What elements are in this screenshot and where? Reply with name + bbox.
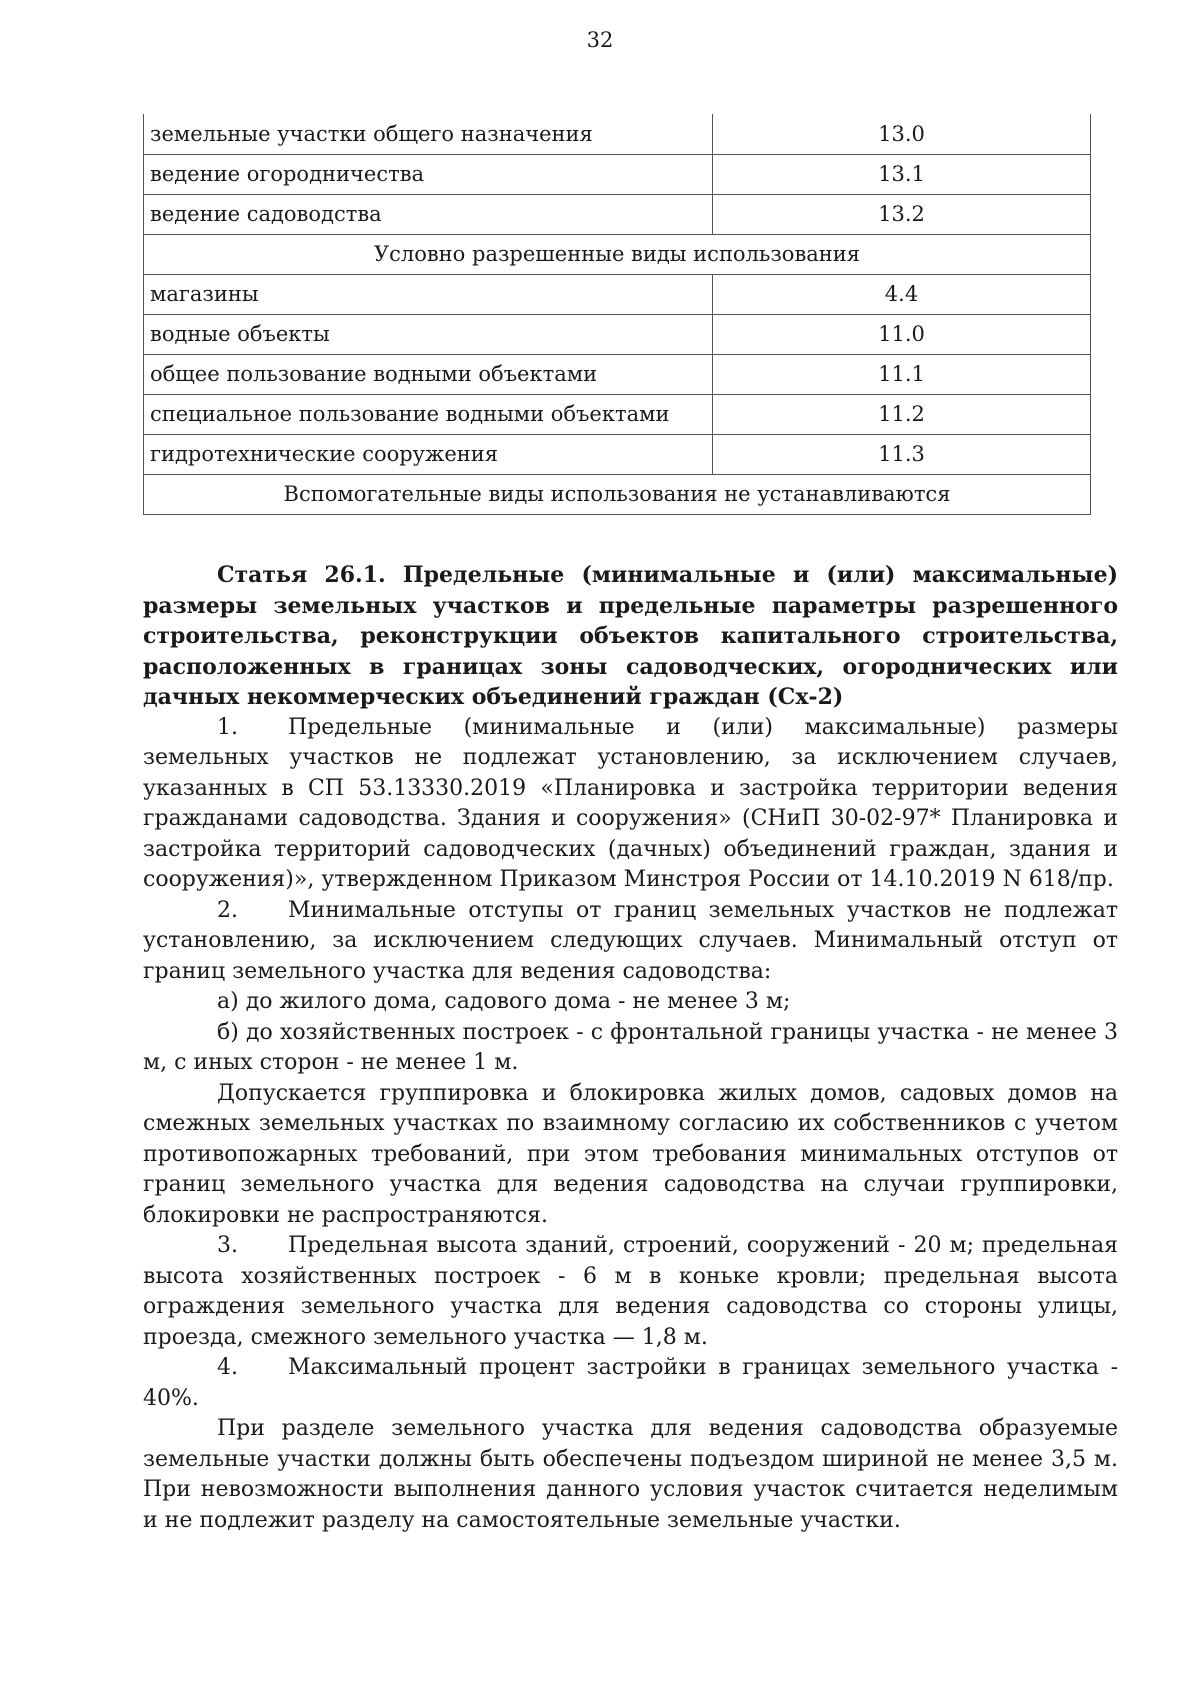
- use-code-cell: 11.2: [713, 394, 1091, 434]
- use-code-cell: 11.0: [713, 314, 1091, 354]
- article-heading: Статья 26.1. Предельные (минимальные и (или) максимальные) размеры земельных участков и предельные параметры разрешенного строительства, реконструкции объектов капитального строительства, расположенных в границах зоны садоводческих, огороднических или дачных некоммерческих объединений граждан (Сх-2): [143, 562, 1118, 710]
- table-row: [144, 114, 1091, 154]
- use-name-cell: магазины: [144, 274, 713, 314]
- paragraph-division: При разделе земельного участка для ведения садоводства образуемые земельные участки должны быть обеспечены подъездом шириной не менее 3,5 м. При невозможности выполнения данного условия участок считается неделимым и не подлежит разделу на самостоятельные земельные участки.: [143, 1416, 1118, 1533]
- article-item-4: [143, 1353, 1118, 1414]
- use-name-cell: общее пользование водными объектами: [144, 354, 713, 394]
- land-use-table: [143, 114, 1091, 515]
- table-section-footer: [144, 474, 1091, 514]
- table-section-header: [144, 234, 1091, 274]
- item-text: Предельная высота зданий, строений, сооружений - 20 м; предельная высота хозяйственных построек - 6 м в коньке кровли; предельная высота ограждения земельного участка для ведения садоводства со стороны улицы, проезда, смежного земельного участка — 1,8 м.: [143, 1233, 1118, 1350]
- article-item-3: [143, 1231, 1118, 1353]
- paragraph-blocking: Допускается группировка и блокировка жилых домов, садовых домов на смежных земельных участках по взаимному согласию их собственников с учетом противопожарных требований, при этом требования минимальных отступов от границ земельного участка для ведения садоводства на случаи группировки, блокировки не распространяются.: [143, 1080, 1118, 1228]
- use-code-cell: 13.2: [713, 194, 1091, 234]
- page-number: 32: [586, 28, 614, 52]
- use-code-cell: 11.1: [713, 354, 1091, 394]
- item-number: 1.: [217, 714, 238, 740]
- use-name-cell: гидротехнические сооружения: [144, 434, 713, 474]
- article-body: [143, 560, 1118, 1536]
- table-row: [144, 394, 1091, 434]
- table-row: [144, 154, 1091, 194]
- use-name-cell: ведение огородничества: [144, 154, 713, 194]
- article-item-2: [143, 896, 1118, 988]
- use-name-cell: земельные участки общего назначения: [144, 114, 713, 154]
- conditional-uses-header: Условно разрешенные виды использования: [144, 234, 1091, 274]
- use-code-cell: 13.0: [713, 114, 1091, 154]
- subitem-b: б) до хозяйственных построек - с фронтальной границы участка - не менее 3 м, с иных сторон - не менее 1 м.: [143, 1019, 1118, 1075]
- item-text: Максимальный процент застройки в границах земельного участка - 40%.: [143, 1355, 1118, 1411]
- table-row: [144, 354, 1091, 394]
- table-row: [144, 194, 1091, 234]
- use-name-cell: водные объекты: [144, 314, 713, 354]
- item-number: 2.: [217, 897, 238, 923]
- item-text: Предельные (минимальные и (или) максимальные) размеры земельных участков не подлежат установлению, за исключением случаев, указанных в СП 53.13330.2019 «Планировка и застройка территории ведения гражданами садоводства. Здания и сооружения» (СНиП 30-02-97* Планировка и застройка территорий садоводческих (дачных) объединений граждан, здания и сооружения)», утвержденном Приказом Минстроя России от 14.10.2019 N 618/пр.: [143, 714, 1118, 892]
- table-row: [144, 314, 1091, 354]
- use-code-cell: 4.4: [713, 274, 1091, 314]
- article-item-1: [143, 713, 1118, 896]
- item-text: Минимальные отступы от границ земельных участков не подлежат установлению, за исключением следующих случаев. Минимальный отступ от границ земельного участка для ведения садоводства:: [143, 897, 1118, 984]
- use-code-cell: 13.1: [713, 154, 1091, 194]
- use-code-cell: 11.3: [713, 434, 1091, 474]
- use-name-cell: ведение садоводства: [144, 194, 713, 234]
- table-row: [144, 274, 1091, 314]
- use-name-cell: специальное пользование водными объектами: [144, 394, 713, 434]
- auxiliary-uses-note: Вспомогательные виды использования не устанавливаются: [144, 474, 1091, 514]
- item-number: 4.: [217, 1355, 238, 1380]
- item-number: 3.: [217, 1233, 238, 1258]
- table-row: [144, 434, 1091, 474]
- subitem-a: а) до жилого дома, садового дома - не менее 3 м;: [217, 989, 791, 1014]
